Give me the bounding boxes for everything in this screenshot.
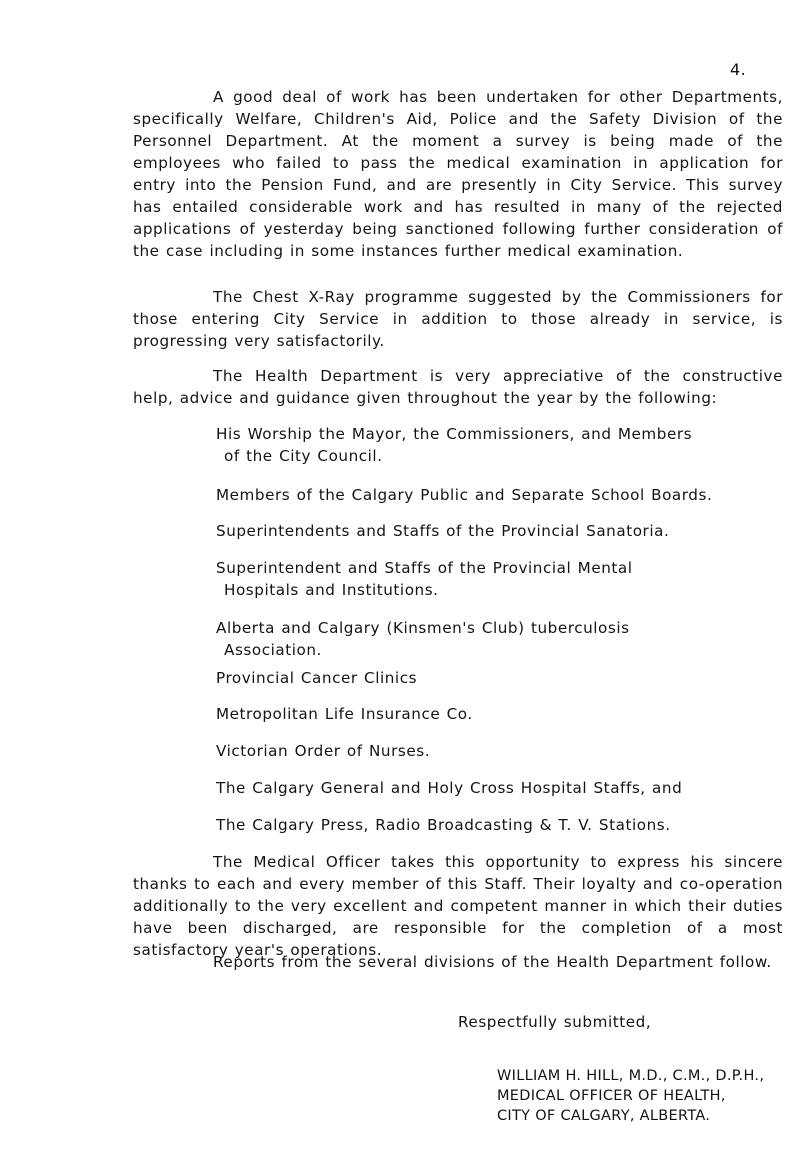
acknowledgement-item [216,484,776,506]
paragraph-reports-follow: Reports from the several divisions of the Health Department follow. [213,953,772,971]
paragraph-chest-xray: The Chest X-Ray programme suggested by the Commissioners for those entering City Service in addition to those already in service, is progressing very satisfactorily. [133,288,783,350]
acknowledgement-line: Association. [224,641,322,659]
acknowledgement-line: Hospitals and Institutions. [224,581,439,599]
acknowledgement-item [216,667,776,689]
closing-line: Respectfully submitted, [458,1013,652,1031]
paragraph-appreciation: The Health Department is very appreciative of the constructive help, advice and guidance given throughout the year by the following: [133,367,783,407]
acknowledgement-line: Metropolitan Life Insurance Co. [216,705,473,723]
acknowledgement-item [216,557,776,601]
acknowledgement-line: Superintendents and Staffs of the Provincial Sanatoria. [216,522,670,540]
acknowledgement-line: Victorian Order of Nurses. [216,742,431,760]
signature-title: MEDICAL OFFICER OF HEALTH, [497,1088,726,1104]
acknowledgement-line: Provincial Cancer Clinics [216,669,418,687]
signature-name: WILLIAM H. HILL, M.D., C.M., D.P.H., [497,1068,765,1084]
acknowledgement-item [216,777,776,799]
acknowledgement-item [216,740,776,762]
acknowledgement-item [216,814,776,836]
paragraph-departments-work: A good deal of work has been undertaken for other Departments, specifically Welfare, Children's Aid, Police and the Safety Division of the Personnel Department. At the moment a survey is being made of the employees who failed to pass the medical examination in application for entry into the Pension Fund, and are presently in City Service. This survey has entailed considerable work and has resulted in many of the rejected applications of yesterday being sanctioned following further consideration of the case including in some instances further medical examination. [133,88,783,260]
acknowledgement-item [216,423,776,467]
acknowledgement-line: Superintendent and Staffs of the Provincial Mental [216,559,633,577]
acknowledgement-line: Alberta and Calgary (Kinsmen's Club) tuberculosis [216,619,630,637]
acknowledgement-item [216,617,776,661]
acknowledgement-line: Members of the Calgary Public and Separate School Boards. [216,486,713,504]
paragraph-staff-thanks: The Medical Officer takes this opportunity to express his sincere thanks to each and every member of this Staff. Their loyalty and co-operation additionally to the very excellent and competent manner in which their duties have been discharged, are responsible for the completion of a most satisfactory year's operations. [133,853,783,959]
acknowledgement-item [216,520,776,542]
acknowledgement-item [216,703,776,725]
acknowledgement-line: of the City Council. [224,447,383,465]
page-number: 4. [730,60,747,79]
signature-location: CITY OF CALGARY, ALBERTA. [497,1108,711,1124]
acknowledgement-line: The Calgary Press, Radio Broadcasting & T. V. Stations. [216,816,671,834]
signature-block [497,1066,764,1126]
acknowledgement-line: His Worship the Mayor, the Commissioners, and Members [216,425,693,443]
acknowledgement-line: The Calgary General and Holy Cross Hospital Staffs, and [216,779,683,797]
